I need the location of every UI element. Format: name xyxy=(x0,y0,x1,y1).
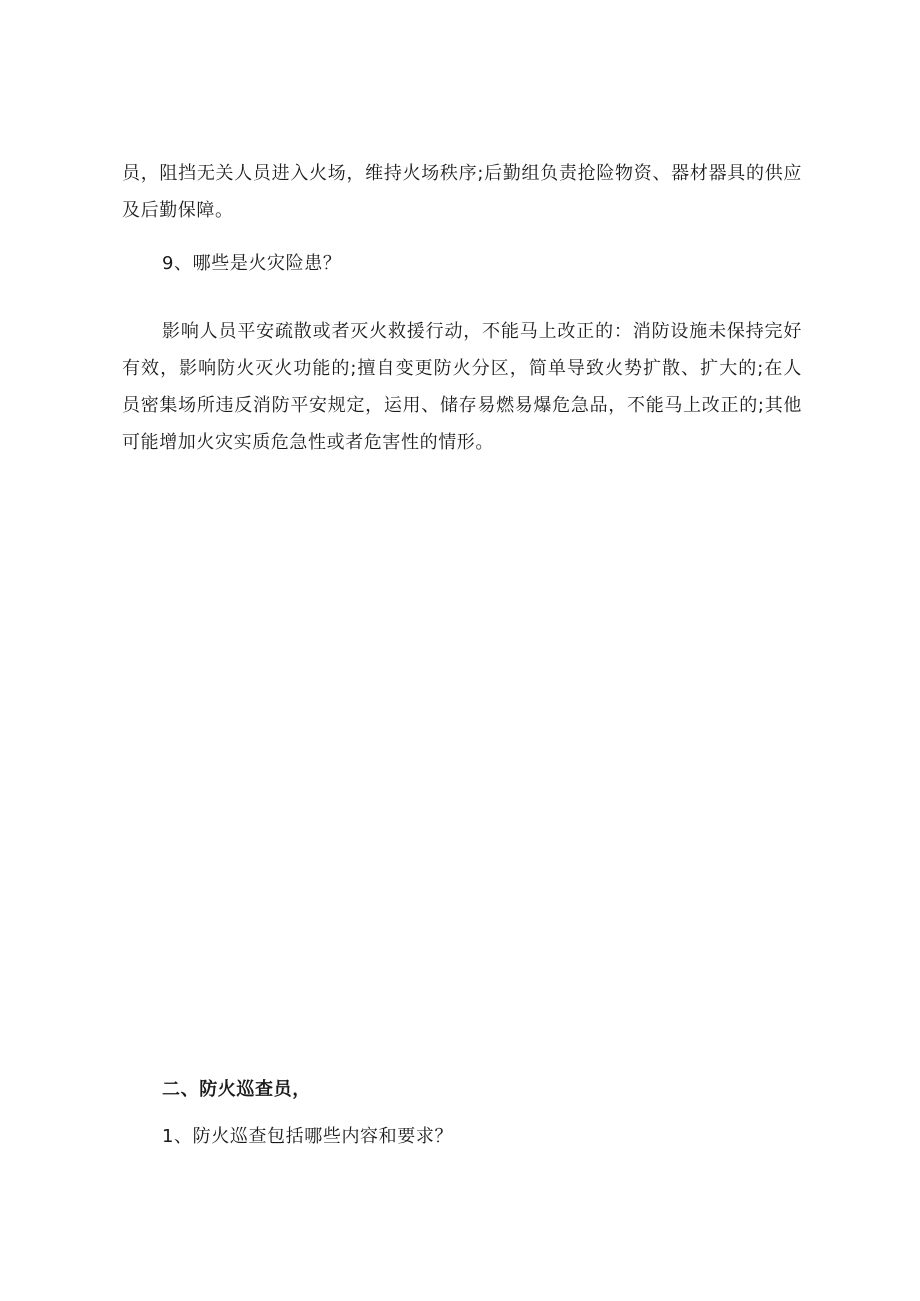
answer-9-paragraph: 影响人员平安疏散或者灭火救援行动，不能马上改正的：消防设施未保持完好有效，影响防火灭火功能的;擅自变更防火分区，简单导致火势扩散、扩大的;在人员密集场所违反消防平安规定，运用、储存易燃易爆危急品，不能马上改正的;其他可能增加火灾实质危急性或者危害性的情形。 xyxy=(122,321,802,453)
question-1: 1、防火巡查包括哪些内容和要求？ xyxy=(162,1126,454,1147)
section-heading: 二、防火巡查员， xyxy=(162,1079,311,1100)
paragraph-continuation: 员，阻挡无关人员进入火场，维持火场秩序;后勤组负责抢险物资、器材器具的供应及后勤保障。 xyxy=(122,163,802,221)
question-9: 9、哪些是火灾险患？ xyxy=(162,253,342,274)
